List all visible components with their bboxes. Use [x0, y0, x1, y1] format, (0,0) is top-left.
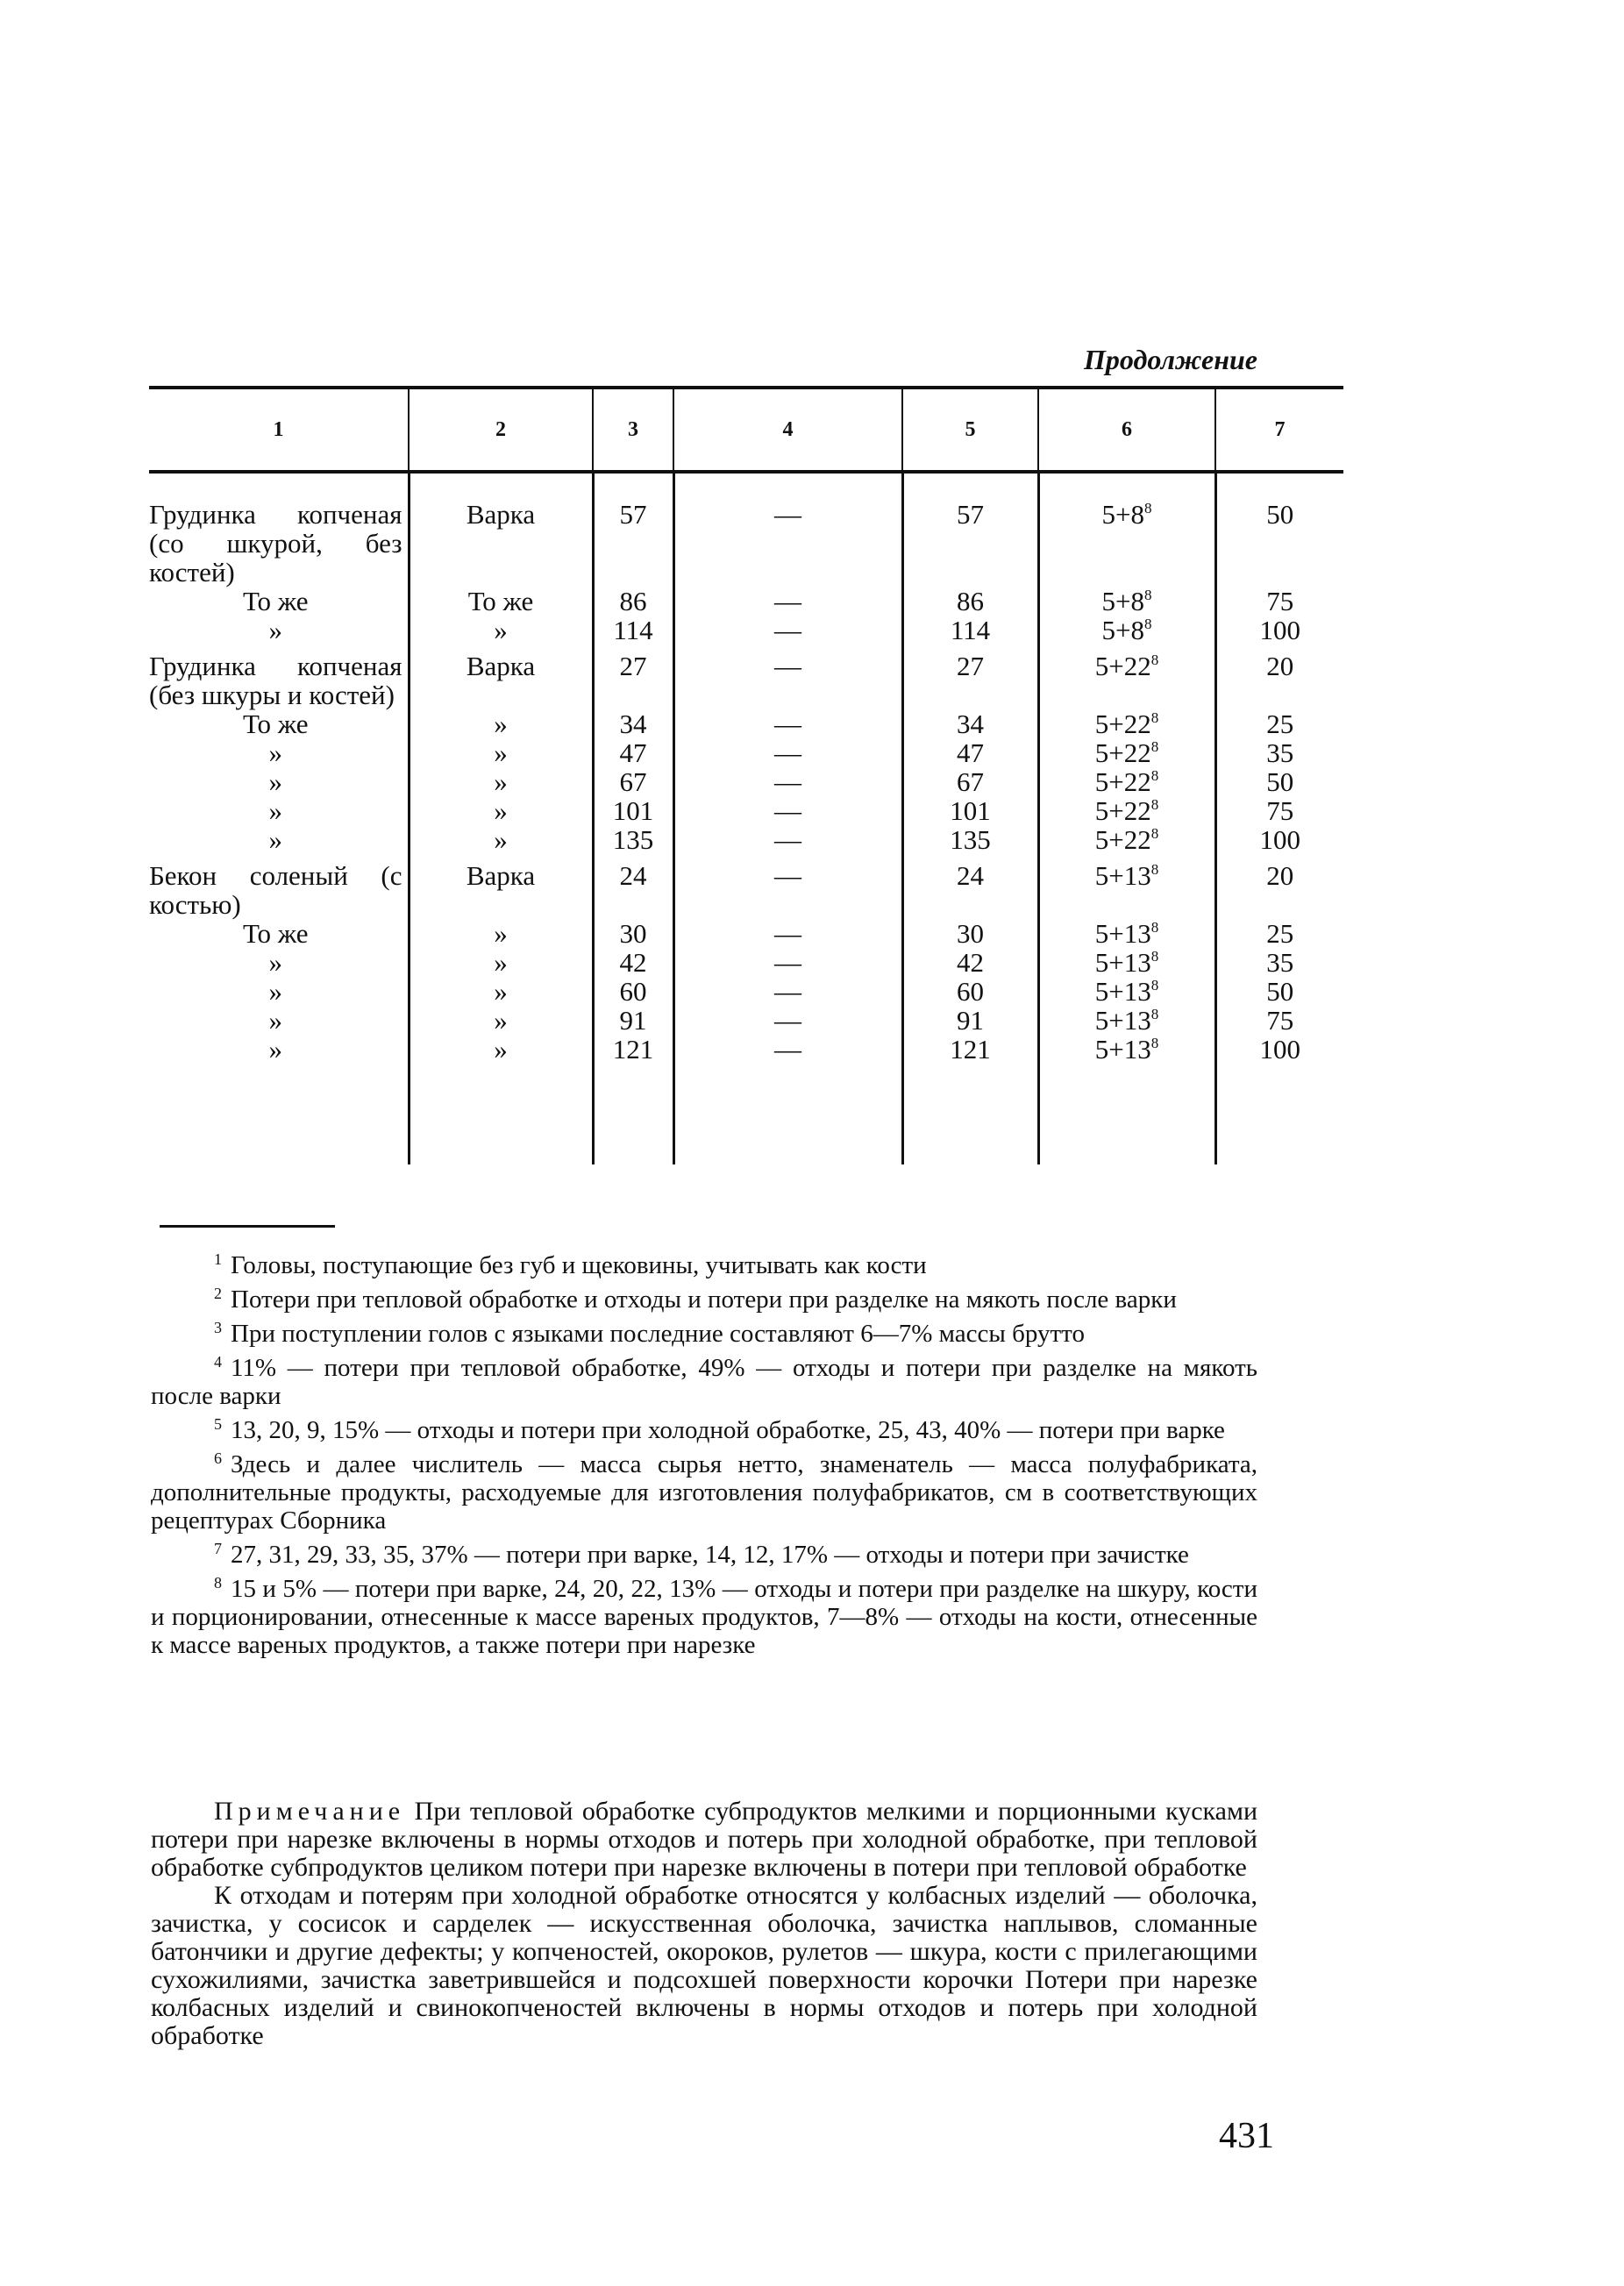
table-row — [149, 1035, 1343, 1064]
value-col4-cell-text: — — [774, 918, 801, 949]
processing-cell — [409, 1035, 593, 1064]
processing-cell-text: » — [494, 1005, 508, 1036]
product-name-cell-text: » — [268, 1034, 282, 1065]
footnote-text: При поступлении голов с языками последние составляют 6—7% массы брутто — [231, 1320, 1085, 1348]
processing-cell-text: » — [494, 795, 508, 826]
processing-cell — [409, 1006, 593, 1035]
value-col4-cell — [673, 767, 902, 796]
processing-cell — [409, 919, 593, 948]
value-col4-cell — [673, 1006, 902, 1035]
col-header-1: 1 — [273, 417, 284, 441]
value-col5-cell-text: 86 — [957, 586, 984, 616]
value-col4-cell-text: — — [774, 709, 801, 739]
value-col7-cell — [1215, 472, 1343, 587]
col-header-4: 4 — [673, 388, 902, 472]
value-col7-cell-text: 35 — [1266, 947, 1294, 978]
footnote — [151, 1245, 1257, 1279]
value-col7-cell-text: 50 — [1266, 766, 1294, 797]
processing-cell — [409, 767, 593, 796]
footnote-text: Потери при тепловой обработке и отходы и потери при разделке на мякоть после варки — [231, 1285, 1177, 1314]
footnote — [151, 1348, 1257, 1410]
note-label: Примечание — [214, 1797, 406, 1826]
processing-cell-text: » — [494, 1034, 508, 1065]
value-col6-cell-text: 5+13 — [1094, 1005, 1151, 1036]
value-col3-cell-text: 24 — [619, 860, 647, 891]
value-col5-cell — [902, 738, 1038, 767]
value-col3-cell — [593, 472, 673, 587]
footnote-ref: 8 — [1150, 977, 1159, 993]
value-col7-cell-text: 25 — [1266, 918, 1294, 949]
note-paragraph-1 — [151, 1798, 1257, 1882]
value-col5-cell-text: 34 — [957, 709, 984, 739]
value-col4-cell-text: — — [774, 860, 801, 891]
note-paragraph-2 — [151, 1882, 1257, 2050]
value-col3-cell — [593, 767, 673, 796]
footnote-text: 11% — потери при тепловой обработке, 49% — отходы и потери при разделке на мякоть после варки — [151, 1354, 1257, 1410]
value-col5-cell — [902, 919, 1038, 948]
value-col7-cell — [1215, 644, 1343, 709]
value-col4-cell — [673, 472, 902, 587]
value-col5-cell — [902, 825, 1038, 854]
value-col7-cell — [1215, 977, 1343, 1006]
footnote-ref: 8 — [1150, 738, 1159, 755]
value-col4-cell — [673, 948, 902, 977]
empty-cell — [673, 1064, 902, 1164]
value-col5-cell-text: 30 — [957, 918, 984, 949]
product-name-cell-text: То же — [242, 918, 309, 949]
value-col5-cell-text: 42 — [957, 947, 984, 978]
processing-cell — [409, 616, 593, 644]
value-col5-cell — [902, 587, 1038, 616]
footnote-text: Здесь и далее числитель — масса сырья нетто, знаменатель — масса полуфабриката, дополнительные продукты, расходуемые для изготовления полуфабрикатов, см в соответствующих рецептурах Сборника — [151, 1450, 1257, 1535]
value-col6-cell-text: 5+22 — [1094, 651, 1151, 681]
value-col3-cell-text: 86 — [619, 586, 647, 616]
product-name-cell-text: Грудинка копченая (без шкуры и костей) — [149, 651, 402, 710]
table-row — [149, 644, 1343, 709]
product-name-cell-text: Грудинка копченая (со шкурой, без костей) — [149, 499, 402, 588]
product-name-cell — [149, 825, 409, 854]
value-col6-cell — [1038, 587, 1215, 616]
col-header-3: 3 — [593, 388, 673, 472]
value-col7-cell-text: 50 — [1266, 499, 1294, 530]
processing-cell — [409, 854, 593, 919]
footnote-ref: 8 — [1150, 919, 1159, 936]
footnote — [151, 1410, 1257, 1444]
footnote-ref: 8 — [1150, 709, 1159, 726]
value-col6-cell — [1038, 977, 1215, 1006]
value-col6-cell-text: 5+8 — [1101, 586, 1144, 616]
value-col4-cell-text: — — [774, 615, 801, 645]
product-name-cell — [149, 644, 409, 709]
footnote-mark: 8 — [214, 1574, 222, 1592]
value-col3-cell-text: 34 — [619, 709, 647, 739]
value-col6-cell-text: 5+13 — [1094, 1034, 1151, 1065]
value-col3-cell — [593, 644, 673, 709]
table-row — [149, 587, 1343, 616]
empty-cell — [1038, 1064, 1215, 1164]
empty-cell — [593, 1064, 673, 1164]
value-col4-cell — [673, 1035, 902, 1064]
value-col6-cell — [1038, 1035, 1215, 1064]
product-name-cell — [149, 948, 409, 977]
value-col7-cell-text: 75 — [1266, 795, 1294, 826]
processing-cell — [409, 977, 593, 1006]
value-col6-cell-text: 5+8 — [1101, 615, 1144, 645]
processing-cell — [409, 825, 593, 854]
page-number: 431 — [1219, 2116, 1274, 2156]
value-col7-cell — [1215, 1006, 1343, 1035]
value-col5-cell-text: 67 — [957, 766, 984, 797]
value-col3-cell-text: 121 — [612, 1034, 654, 1065]
footnote-rule — [160, 1225, 335, 1228]
value-col7-cell — [1215, 587, 1343, 616]
footnote-text: 27, 31, 29, 33, 35, 37% — потери при варке, 14, 12, 17% — отходы и потери при зачистке — [231, 1541, 1189, 1569]
footnote-ref: 8 — [1150, 1035, 1159, 1051]
product-name-cell — [149, 854, 409, 919]
value-col3-cell-text: 91 — [619, 1005, 647, 1036]
col-header-5: 5 — [902, 388, 1038, 472]
footnote-mark: 7 — [214, 1540, 222, 1557]
value-col3-cell-text: 101 — [612, 795, 654, 826]
value-col7-cell-text: 20 — [1266, 860, 1294, 891]
product-name-cell — [149, 472, 409, 587]
value-col5-cell-text: 60 — [957, 976, 984, 1007]
value-col6-cell — [1038, 738, 1215, 767]
value-col7-cell — [1215, 738, 1343, 767]
product-name-cell-text: » — [268, 824, 282, 855]
value-col4-cell-text: — — [774, 1034, 801, 1065]
value-col7-cell-text: 50 — [1266, 976, 1294, 1007]
table-row — [149, 977, 1343, 1006]
value-col6-cell — [1038, 1006, 1215, 1035]
product-name-cell-text: » — [268, 795, 282, 826]
value-col4-cell-text: — — [774, 651, 801, 681]
table-row — [149, 767, 1343, 796]
col-header-6: 6 — [1038, 388, 1215, 472]
value-col6-cell-text: 5+22 — [1094, 709, 1151, 739]
table-row — [149, 616, 1343, 644]
value-col3-cell — [593, 796, 673, 825]
value-col4-cell-text: — — [774, 586, 801, 616]
table-row — [149, 709, 1343, 738]
value-col6-cell — [1038, 948, 1215, 977]
footnote-text: 15 и 5% — потери при варке, 24, 20, 22, 13% — отходы и потери при разделке на шкуру, кости и порционировании, отнесенные к массе вареных продуктов, 7—8% — отходы на кости, отнесенные к массе вареных продуктов, а также потери при нарезке — [151, 1575, 1257, 1659]
empty-cell — [1215, 1064, 1343, 1164]
footnote-mark: 3 — [214, 1319, 222, 1336]
value-col3-cell — [593, 825, 673, 854]
footnote-mark: 2 — [214, 1285, 222, 1302]
footnote-text: Головы, поступающие без губ и щековины, учитывать как кости — [231, 1251, 927, 1279]
value-col5-cell-text: 24 — [957, 860, 984, 891]
value-col4-cell — [673, 616, 902, 644]
product-name-cell — [149, 616, 409, 644]
processing-cell-text: То же — [467, 586, 534, 616]
value-col6-cell-text: 5+22 — [1094, 795, 1151, 826]
value-col7-cell — [1215, 919, 1343, 948]
value-col3-cell — [593, 709, 673, 738]
empty-cell — [409, 1064, 593, 1164]
value-col5-cell-text: 135 — [950, 824, 991, 855]
product-name-cell-text: » — [268, 737, 282, 768]
value-col6-cell — [1038, 709, 1215, 738]
value-col5-cell — [902, 977, 1038, 1006]
footnote-ref: 8 — [1150, 1006, 1159, 1022]
value-col4-cell — [673, 644, 902, 709]
footnote — [151, 1279, 1257, 1314]
footnote-ref: 8 — [1143, 500, 1152, 516]
value-col5-cell — [902, 472, 1038, 587]
value-col7-cell-text: 75 — [1266, 1005, 1294, 1036]
value-col5-cell — [902, 616, 1038, 644]
value-col3-cell — [593, 1006, 673, 1035]
value-col4-cell — [673, 854, 902, 919]
value-col4-cell — [673, 977, 902, 1006]
table-row — [149, 1006, 1343, 1035]
product-name-cell-text: » — [268, 947, 282, 978]
value-col6-cell — [1038, 472, 1215, 587]
value-col4-cell — [673, 709, 902, 738]
value-col3-cell-text: 27 — [619, 651, 647, 681]
value-col6-cell-text: 5+13 — [1094, 918, 1151, 949]
empty-cell — [149, 1064, 409, 1164]
processing-cell-text: Варка — [466, 499, 536, 530]
value-col3-cell-text: 114 — [613, 615, 653, 645]
value-col5-cell — [902, 644, 1038, 709]
value-col3-cell — [593, 854, 673, 919]
product-name-cell — [149, 796, 409, 825]
processing-cell — [409, 709, 593, 738]
value-col4-cell — [673, 796, 902, 825]
processing-cell-text: » — [494, 615, 508, 645]
processing-cell-text: » — [494, 766, 508, 797]
value-col7-cell — [1215, 709, 1343, 738]
processing-cell-text: Варка — [466, 860, 536, 891]
value-col3-cell-text: 67 — [619, 766, 647, 797]
value-col5-cell-text: 91 — [957, 1005, 984, 1036]
product-name-cell — [149, 767, 409, 796]
footnote — [151, 1535, 1257, 1569]
value-col3-cell — [593, 587, 673, 616]
value-col3-cell — [593, 919, 673, 948]
footnote-ref: 8 — [1150, 652, 1159, 668]
footnote-text: 13, 20, 9, 15% — отходы и потери при холодной обработке, 25, 43, 40% — потери при варке — [231, 1416, 1225, 1444]
note-text-2: К отходам и потерям при холодной обработке относятся у колбасных изделий — оболочка, зачистка, у сосисок и сарделек — искусственная оболочка, зачистка наплывов, сломанные батончики и другие дефекты; у копченостей, окороков, рулетов — шкура, кости с прилегающими сухожилиями, зачистка заветрившейся и подсохшей поверхности корочки Потери при нарезке колбасных изделий и свинокопченостей включены в нормы отходов и потерь при холодной обработке — [151, 1881, 1257, 2050]
footnote — [151, 1444, 1257, 1535]
value-col4-cell-text: — — [774, 824, 801, 855]
table-row — [149, 854, 1343, 919]
footnote-ref: 8 — [1143, 616, 1152, 632]
value-col4-cell-text: — — [774, 795, 801, 826]
product-name-cell-text: » — [268, 1005, 282, 1036]
footnote-ref: 8 — [1150, 796, 1159, 813]
value-col7-cell-text: 35 — [1266, 737, 1294, 768]
product-name-cell-text: То же — [242, 709, 309, 739]
value-col6-cell — [1038, 616, 1215, 644]
col-header-7: 7 — [1215, 388, 1343, 472]
product-name-cell — [149, 1035, 409, 1064]
value-col3-cell — [593, 977, 673, 1006]
footnote — [151, 1569, 1257, 1659]
footnote-ref: 8 — [1150, 948, 1159, 965]
value-col7-cell-text: 100 — [1259, 824, 1300, 855]
footnote-mark: 5 — [214, 1415, 222, 1433]
value-col4-cell — [673, 738, 902, 767]
processing-cell-text: Варка — [466, 651, 536, 681]
product-name-cell — [149, 709, 409, 738]
value-col3-cell-text: 47 — [619, 737, 647, 768]
value-col5-cell — [902, 1006, 1038, 1035]
value-col6-cell-text: 5+13 — [1094, 976, 1151, 1007]
value-col4-cell-text: — — [774, 947, 801, 978]
value-col7-cell-text: 20 — [1266, 651, 1294, 681]
value-col7-cell — [1215, 767, 1343, 796]
product-name-cell-text: » — [268, 615, 282, 645]
value-col5-cell-text: 114 — [950, 615, 991, 645]
value-col3-cell-text: 135 — [612, 824, 654, 855]
value-col7-cell-text: 100 — [1259, 1034, 1300, 1065]
footnote-ref: 8 — [1143, 587, 1152, 603]
processing-cell-text: » — [494, 918, 508, 949]
value-col7-cell-text: 100 — [1259, 615, 1300, 645]
value-col6-cell-text: 5+13 — [1094, 947, 1151, 978]
footnote-mark: 1 — [214, 1250, 222, 1268]
table-row — [149, 825, 1343, 854]
product-name-cell — [149, 1006, 409, 1035]
processing-cell-text: » — [494, 709, 508, 739]
value-col3-cell-text: 30 — [619, 918, 647, 949]
value-col5-cell-text: 27 — [957, 651, 984, 681]
value-col5-cell-text: 47 — [957, 737, 984, 768]
processing-cell-text: » — [494, 824, 508, 855]
value-col6-cell — [1038, 767, 1215, 796]
footnote — [151, 1314, 1257, 1348]
processing-cell — [409, 644, 593, 709]
footnote-ref: 8 — [1150, 825, 1159, 842]
value-col3-cell — [593, 1035, 673, 1064]
value-col6-cell — [1038, 825, 1215, 854]
continued-label: Продолжение — [1084, 344, 1257, 375]
value-col4-cell-text: — — [774, 976, 801, 1007]
table-header-row — [149, 388, 1343, 472]
value-col7-cell — [1215, 1035, 1343, 1064]
value-col5-cell — [902, 1035, 1038, 1064]
processing-cell — [409, 587, 593, 616]
table-filler-row — [149, 1064, 1343, 1164]
footnote-mark: 6 — [214, 1449, 222, 1467]
value-col5-cell — [902, 948, 1038, 977]
value-col4-cell — [673, 587, 902, 616]
product-name-cell-text: » — [268, 976, 282, 1007]
value-col4-cell-text: — — [774, 766, 801, 797]
product-name-cell — [149, 587, 409, 616]
product-name-cell — [149, 919, 409, 948]
col-header-2: 2 — [409, 388, 593, 472]
table-body — [149, 472, 1343, 1164]
note-block — [151, 1798, 1257, 2050]
processing-cell — [409, 738, 593, 767]
processing-cell-text: » — [494, 947, 508, 978]
processing-cell — [409, 948, 593, 977]
value-col6-cell-text: 5+13 — [1094, 860, 1151, 891]
value-col4-cell-text: — — [774, 499, 801, 530]
value-col5-cell — [902, 854, 1038, 919]
value-col3-cell — [593, 616, 673, 644]
footnote-ref: 8 — [1150, 861, 1159, 878]
processing-cell — [409, 472, 593, 587]
table-row — [149, 948, 1343, 977]
value-col6-cell-text: 5+22 — [1094, 824, 1151, 855]
table-row — [149, 472, 1343, 587]
value-col4-cell-text: — — [774, 1005, 801, 1036]
value-col3-cell-text: 57 — [619, 499, 647, 530]
value-col7-cell — [1215, 948, 1343, 977]
value-col4-cell-text: — — [774, 737, 801, 768]
value-col4-cell — [673, 919, 902, 948]
value-col3-cell — [593, 738, 673, 767]
processing-cell-text: » — [494, 976, 508, 1007]
product-name-cell — [149, 738, 409, 767]
footnote-ref: 8 — [1150, 767, 1159, 784]
value-col5-cell-text: 101 — [950, 795, 991, 826]
value-col5-cell-text: 121 — [950, 1034, 991, 1065]
value-col7-cell — [1215, 825, 1343, 854]
value-col5-cell — [902, 709, 1038, 738]
value-col7-cell — [1215, 616, 1343, 644]
footnotes — [151, 1245, 1257, 1659]
value-col7-cell-text: 75 — [1266, 586, 1294, 616]
value-col3-cell-text: 42 — [619, 947, 647, 978]
value-col7-cell — [1215, 854, 1343, 919]
value-col6-cell — [1038, 854, 1215, 919]
processing-cell — [409, 796, 593, 825]
note-text-1: При тепловой обработке субпродуктов мелкими и порционными кусками потери при нарезке включены в нормы отходов и потерь при холодной обработке, при тепловой обработке субпродуктов целиком потери при нарезке включены в потери при тепловой обработке — [151, 1797, 1258, 1882]
empty-cell — [902, 1064, 1038, 1164]
value-col6-cell — [1038, 796, 1215, 825]
table-row — [149, 796, 1343, 825]
value-col6-cell — [1038, 644, 1215, 709]
value-col4-cell — [673, 825, 902, 854]
product-name-cell-text: » — [268, 766, 282, 797]
value-col3-cell-text: 60 — [619, 976, 647, 1007]
value-col6-cell — [1038, 919, 1215, 948]
norms-table — [149, 386, 1343, 1164]
table-row — [149, 738, 1343, 767]
value-col5-cell — [902, 796, 1038, 825]
processing-cell-text: » — [494, 737, 508, 768]
value-col6-cell-text: 5+8 — [1101, 499, 1144, 530]
value-col7-cell-text: 25 — [1266, 709, 1294, 739]
value-col6-cell-text: 5+22 — [1094, 766, 1151, 797]
product-name-cell-text: То же — [242, 586, 309, 616]
value-col3-cell — [593, 948, 673, 977]
value-col5-cell-text: 57 — [957, 499, 984, 530]
product-name-cell-text: Бекон соленый (с костью) — [149, 860, 402, 920]
value-col7-cell — [1215, 796, 1343, 825]
product-name-cell — [149, 977, 409, 1006]
footnote-mark: 4 — [214, 1353, 222, 1371]
value-col6-cell-text: 5+22 — [1094, 737, 1151, 768]
table-row — [149, 919, 1343, 948]
value-col5-cell — [902, 767, 1038, 796]
